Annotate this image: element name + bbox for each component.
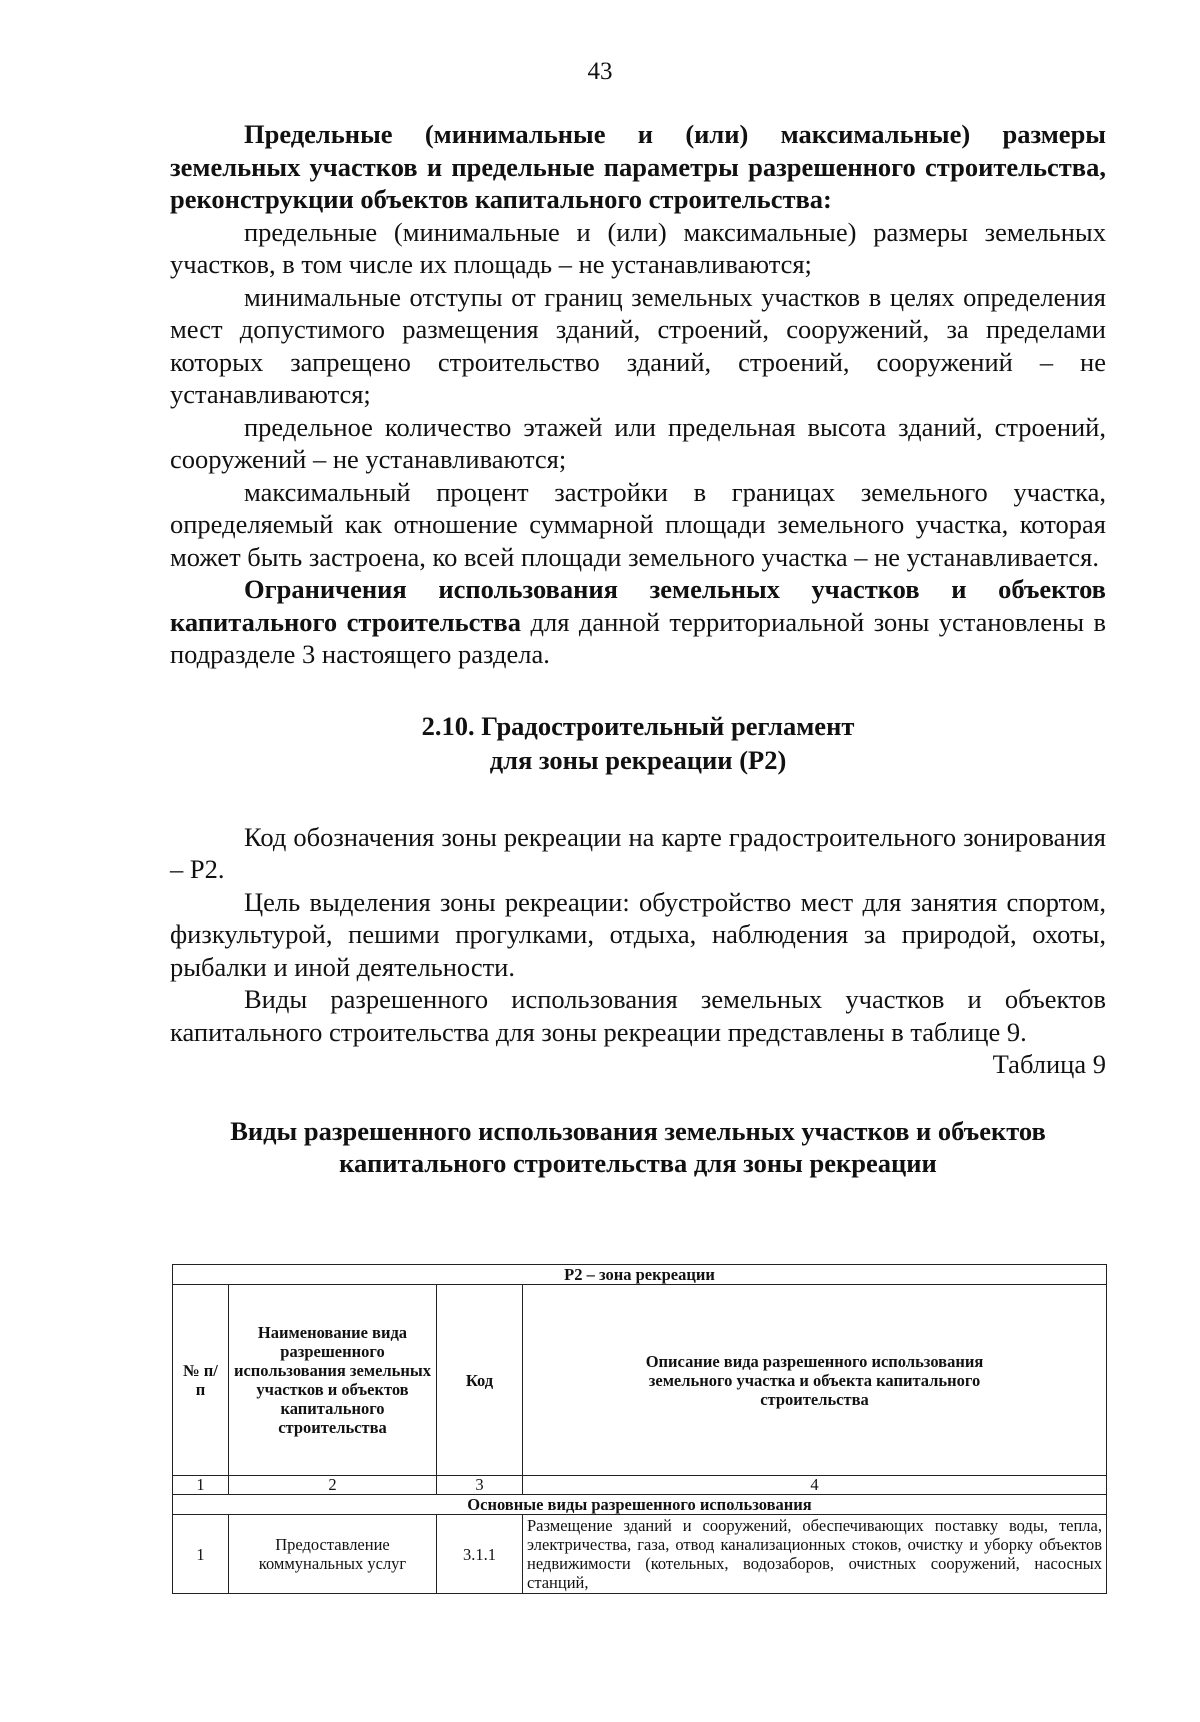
table-colnum-2: 2 xyxy=(229,1476,437,1495)
row-number: 1 xyxy=(173,1515,229,1594)
table-title-line-2: капитального строительства для зоны рекреации xyxy=(339,1148,937,1178)
table-colnum-3: 3 xyxy=(437,1476,523,1495)
table-header-name: Наименование вида разрешенного использования земельных участков и объектов капитального строительства xyxy=(229,1285,437,1476)
row-code: 3.1.1 xyxy=(437,1515,523,1594)
table-caption: Таблица 9 xyxy=(992,1049,1106,1079)
table-title xyxy=(170,1115,1106,1180)
paragraph-limit-4: максимальный процент застройки в границах земельного участка, определяемый как отношение суммарной площади земельного участка, которая может быть застроена, ко всей площади земельного участка – не устанавливается. xyxy=(170,476,1106,572)
paragraph-limit-2: минимальные отступы от границ земельных участков в целях определения мест допустимого размещения зданий, строений, сооружений, за пределами которых запрещено строительство зданий, строений, сооружений – не устанавливаются; xyxy=(170,281,1106,409)
paragraph-restrictions xyxy=(170,573,1106,671)
table-section-main-types: Основные виды разрешенного использования xyxy=(173,1495,1107,1515)
section-title-line-1: 2.10. Градостроительный регламент xyxy=(421,710,855,741)
restrictions-bold: Ограничения использования земельных участков и объектов капитального строительства xyxy=(170,574,1106,637)
section-heading-limits: Предельные (минимальные и (или) максимальные) размеры земельных участков и предельные параметры разрешенного строительства, реконструкции объектов капитального строительства: xyxy=(170,119,1106,214)
paragraph-zone-purpose: Цель выделения зоны рекреации: обустройство мест для занятия спортом, физкультурой, пешими прогулками, отдыха, наблюдения за природой, охоты, рыбалки и иной деятельности. xyxy=(170,886,1106,982)
row-description: Размещение зданий и сооружений, обеспечивающих поставку воды, тепла, электричества, газа, отвод канализационных стоков, очистку и уборку объектов недвижимости (котельных, водозаборов, очистных сооружений, насосных станций, xyxy=(523,1515,1107,1594)
paragraph-zone-code: Код обозначения зоны рекреации на карте градостроительного зонирования – Р2. xyxy=(170,821,1106,884)
table-header-code: Код xyxy=(437,1285,523,1476)
table-header-description: Описание вида разрешенного использования земельного участка и объекта капитального строительства xyxy=(523,1285,1107,1476)
paragraph-limit-1: предельные (минимальные и (или) максимальные) размеры земельных участков, в том числе их площадь – не устанавливаются; xyxy=(170,216,1106,279)
section-title-line-2: для зоны рекреации (Р2) xyxy=(489,744,787,775)
table-header-number: № п/п xyxy=(173,1285,229,1476)
table-row xyxy=(173,1515,1107,1594)
permitted-use-table xyxy=(172,1264,1107,1594)
paragraph-zone-types: Виды разрешенного использования земельных участков и объектов капитального строительства для зоны рекреации представлены в таблице 9. xyxy=(170,984,1106,1047)
restrictions-text: для данной территориальной зоны установлены в подразделе 3 настоящего раздела. xyxy=(170,606,1106,669)
page-number: 43 xyxy=(587,58,613,85)
table-title-line-1: Виды разрешенного использования земельных участков и объектов xyxy=(230,1115,1046,1146)
paragraph-limit-3: предельное количество этажей или предельная высота зданий, строений, сооружений – не устанавливаются; xyxy=(170,411,1106,474)
section-title xyxy=(170,709,1106,777)
document-body xyxy=(170,118,1106,1180)
table-zone-header: Р2 – зона рекреации xyxy=(173,1265,1107,1285)
table-colnum-1: 1 xyxy=(173,1476,229,1495)
table-colnum-4: 4 xyxy=(523,1476,1107,1495)
row-use-name: Предоставление коммунальных услуг xyxy=(229,1515,437,1594)
